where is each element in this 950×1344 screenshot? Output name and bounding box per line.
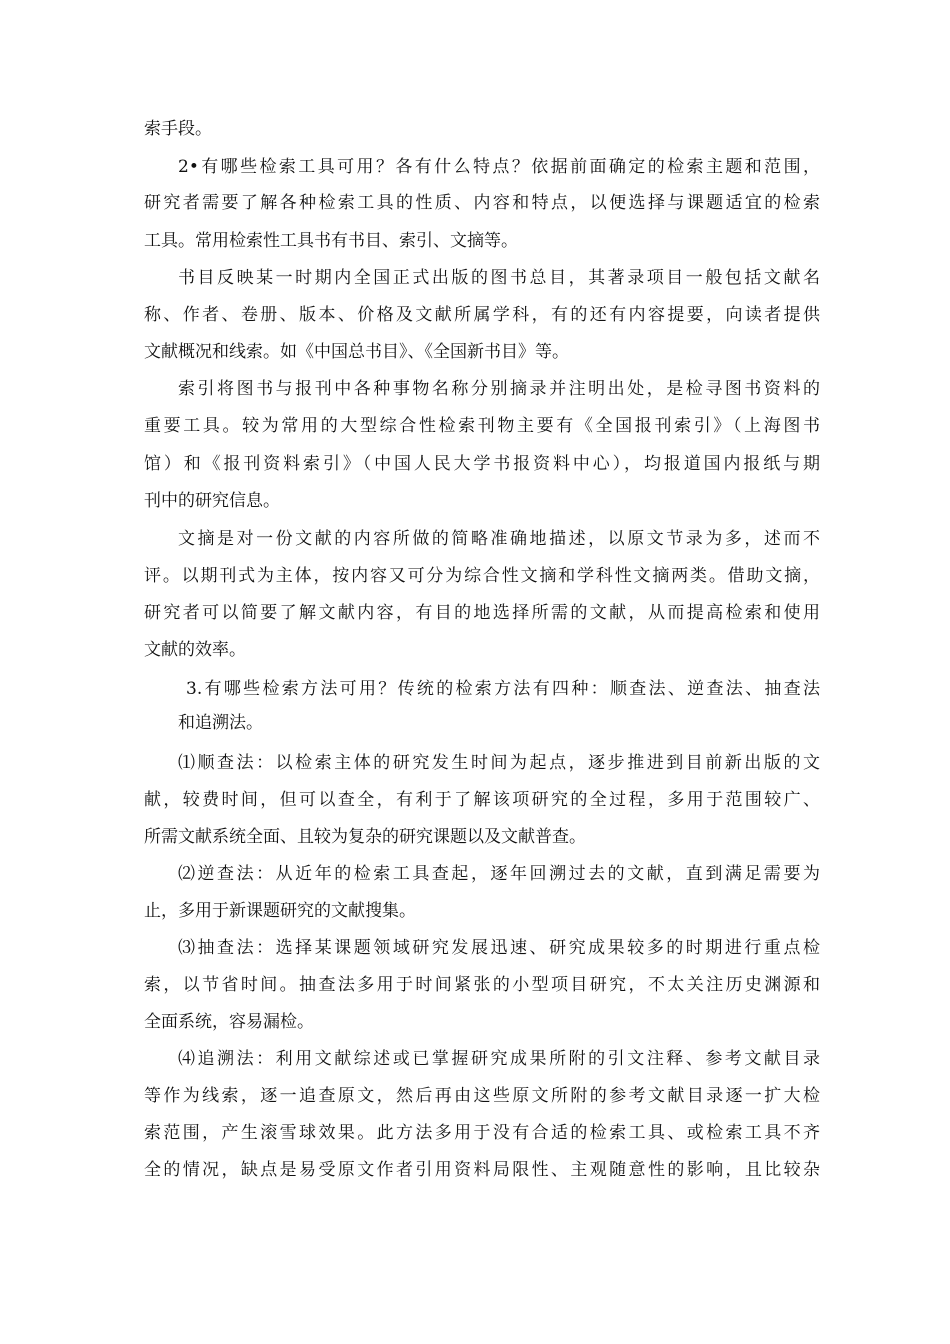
- text-line: 书目反映某一时期内全国正式出版的图书总目，其著录项目一般包括文献名: [178, 268, 820, 288]
- text-line: ⑵逆查法：从近年的检索工具查起，逐年回溯过去的文献，直到满足需要为: [178, 864, 820, 884]
- text-line: 刊中的研究信息。: [144, 491, 280, 511]
- text-line: 馆）和《报刊资料索引》（中国人民大学书报资料中心），均报道国内报纸与期: [144, 454, 820, 474]
- text-line: 评。以期刊式为主体，按内容又可分为综合性文摘和学科性文摘两类。借助文摘，: [144, 566, 820, 586]
- text-line: 索手段。: [144, 119, 212, 139]
- text-line: 重要工具。较为常用的大型综合性检索刊物主要有《全国报刊索引》（上海图书: [144, 416, 820, 436]
- text-line: 止，多用于新课题研究的文献搜集。: [144, 901, 416, 921]
- text-line: 全面系统，容易漏检。: [144, 1012, 314, 1032]
- text-line: ⑴顺查法：以检索主体的研究发生时间为起点，逐步推进到目前新出版的文: [178, 753, 820, 773]
- text-line: 索，以节省时间。抽查法多用于时间紧张的小型项目研究，不太关注历史渊源和: [144, 975, 820, 995]
- text-line: 献，较费时间，但可以查全，有利于了解该项研究的全过程，多用于范围较广、: [144, 790, 820, 810]
- text-line: 索引将图书与报刊中各种事物名称分别摘录并注明出处，是检寻图书资料的: [178, 379, 820, 399]
- text-line: ⑶抽查法：选择某课题领域研究发展迅速、研究成果较多的时期进行重点检: [178, 938, 820, 958]
- text-line: 文献概况和线索。如《中国总书目》、《全国新书目》等。: [144, 342, 569, 362]
- text-line: ⑷追溯法：利用文献综述或已掌握研究成果所附的引文注释、参考文献目录: [178, 1049, 820, 1069]
- text-line: 文献的效率。: [144, 640, 246, 660]
- text-line: 所需文献系统全面、且较为复杂的研究课题以及文献普查。: [144, 827, 586, 847]
- text-line: 研究者可以简要了解文献内容，有目的地选择所需的文献，从而提高检索和使用: [144, 603, 820, 623]
- text-line: 工具。常用检索性工具书有书目、索引、文摘等。: [144, 231, 518, 251]
- text-line: 全的情况，缺点是易受原文作者引用资料局限性、主观随意性的影响，且比较杂: [144, 1160, 820, 1180]
- text-line: 文摘是对一份文献的内容所做的简略准确地描述，以原文节录为多，述而不: [178, 529, 820, 549]
- text-line: 3.有哪些检索方法可用？传统的检索方法有四种：顺查法、逆查法、抽查法: [186, 679, 820, 699]
- text-line: 等作为线索，逐一追查原文，然后再由这些原文所附的参考文献目录逐一扩大检: [144, 1086, 820, 1106]
- text-line: 称、作者、卷册、版本、价格及文献所属学科，有的还有内容提要，向读者提供: [144, 305, 820, 325]
- text-line: 和追溯法。: [178, 713, 263, 733]
- text-line: 2•有哪些检索工具可用？各有什么特点？依据前面确定的检索主题和范围，: [178, 157, 820, 177]
- text-line: 索范围，产生滚雪球效果。此方法多用于没有合适的检索工具、或检索工具不齐: [144, 1123, 820, 1143]
- text-line: 研究者需要了解各种检索工具的性质、内容和特点，以便选择与课题适宜的检索: [144, 193, 820, 213]
